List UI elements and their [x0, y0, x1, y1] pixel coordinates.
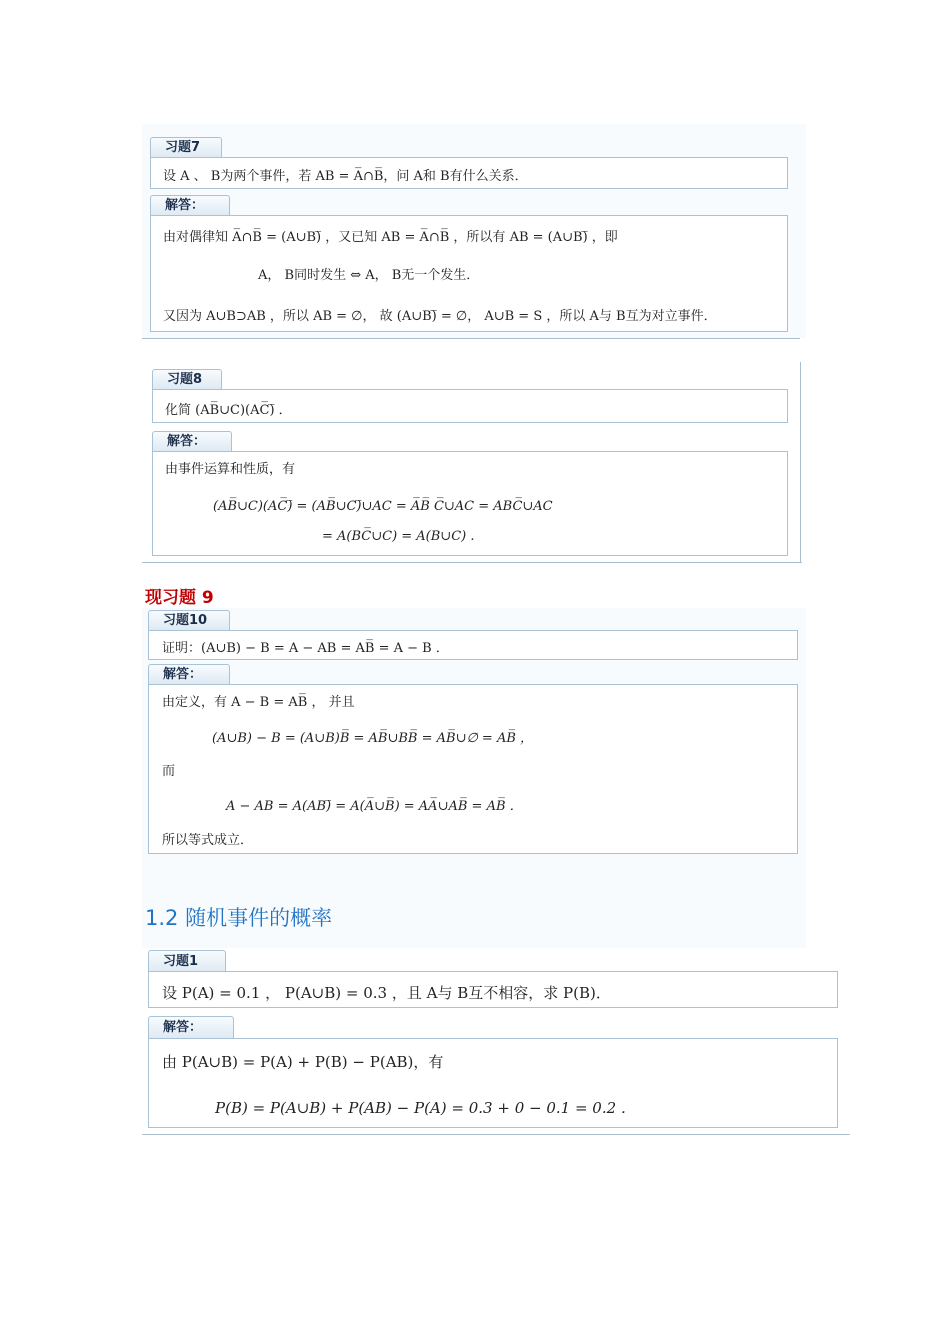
problem-tab: 习题7 [150, 137, 222, 157]
divider [800, 362, 801, 562]
answer-line: 由 P(A∪B) = P(A) + P(B) − P(AB)，有 [162, 1053, 444, 1071]
divider [142, 1134, 850, 1135]
divider [142, 562, 802, 563]
exercise-heading: 现习题 9 [145, 588, 214, 608]
divider [142, 338, 800, 339]
answer-line: 而 [162, 764, 176, 779]
answer-line: A， B同时发生 ⇔ A， B无一个发生． [258, 268, 480, 283]
answer-line: (AB̅∪C)(AC̅)̅ = (AB̅∪C)̅∪AC = A̅B̅ C̅∪AC = ABC̅∪AC [213, 499, 553, 514]
answer-tab: 解答： [148, 1016, 234, 1038]
answer-tab: 解答： [150, 195, 230, 215]
question-text: 设 P(A) = 0.1 ， P(A∪B) = 0.3 ，且 A与 B互不相容，求 P(B)． [162, 984, 611, 1002]
answer-line: 由对偶律知 A̅∩B̅ = (A∪B)̅ ，又已知 AB = A̅∩B̅ ，所以有 AB = (A∪B)̅ ，即 [163, 230, 618, 245]
answer-line: 由事件运算和性质，有 [165, 462, 296, 477]
problem-tab: 习题10 [148, 610, 230, 630]
problem-tab: 习题8 [152, 369, 222, 389]
question-text: 设 A 、 B为两个事件，若 AB = A̅∩B̅，问 A和 B有什么关系． [163, 169, 528, 184]
question-text: 证明：(A∪B) − B = A − AB = AB̅ = A − B ． [162, 641, 449, 656]
problem-tab: 习题1 [148, 950, 226, 972]
question-text: 化简 (AB̅∪C)(AC̅)̅ ． [165, 403, 292, 418]
answer-line: 又因为 A∪B⊃AB ，所以 AB = ∅， 故 (A∪B)̅ = ∅， A∪B = S ，所以 A与 B互为对立事件． [163, 309, 717, 324]
answer-line: 由定义，有 A − B = AB̅ ， 并且 [162, 695, 355, 710]
answer-line: 所以等式成立． [162, 833, 254, 848]
answer-tab: 解答： [152, 431, 232, 451]
answer-line: A − AB = A(AB)̅ = A(A̅∪B̅) = AA̅∪AB̅ = AB̅ ． [226, 799, 523, 814]
section-title: 1.2 随机事件的概率 [145, 906, 333, 930]
answer-line: P(B) = P(A∪B) + P(AB) − P(A) = 0.3 + 0 − 0.1 = 0.2 ． [215, 1099, 636, 1117]
answer-line: (A∪B) − B = (A∪B)B̅ = AB̅∪BB̅ = AB̅∪∅ = AB̅ ， [212, 731, 534, 746]
answer-tab: 解答： [148, 664, 230, 684]
answer-line: = A(BC̅∪C) = A(B∪C) . [322, 529, 475, 544]
